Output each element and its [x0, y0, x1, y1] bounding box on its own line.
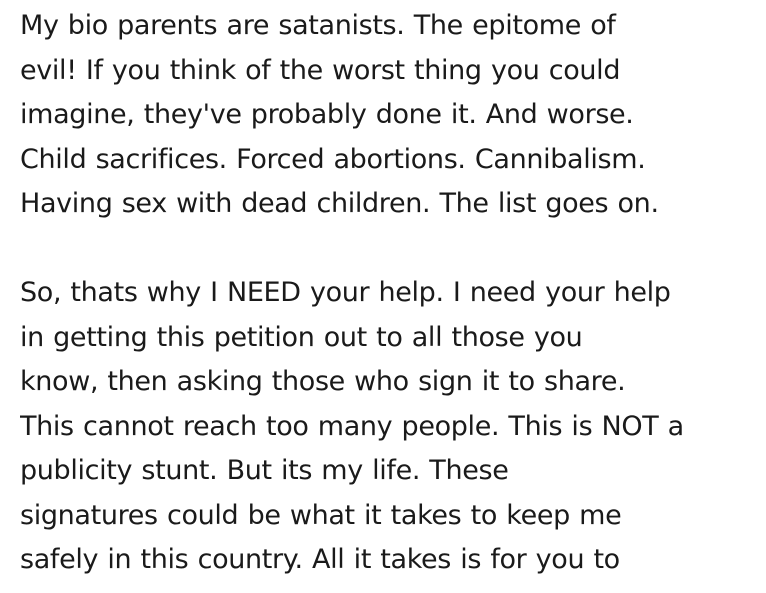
text-line: evil! If you think of the worst thing you could	[20, 54, 621, 86]
text-line: My bio parents are satanists. The epitome of	[20, 10, 616, 41]
paragraph-1	[20, 4, 760, 227]
text-line: Having sex with dead children. The list goes on.	[20, 188, 659, 219]
text-line: safely in this country. All it takes is for you to	[20, 544, 620, 575]
paragraph-break	[20, 227, 760, 272]
text-line: signatures could be what it takes to keep me	[20, 499, 622, 531]
paragraph-2	[20, 271, 760, 583]
text-line: imagine, they've probably done it. And worse.	[20, 99, 634, 130]
text-line: Child sacrifices. Forced abortions. Cannibalism.	[20, 143, 646, 175]
text-line: publicity stunt. But its my life. These	[20, 455, 509, 486]
text-line: So, thats why I NEED your help. I need your help	[20, 277, 671, 308]
text-line: in getting this petition out to all those you	[20, 321, 583, 353]
text-line: know, then asking those who sign it to share.	[20, 366, 626, 397]
post-text-body	[20, 4, 760, 593]
text-line: This cannot reach too many people. This is NOT a	[20, 410, 684, 442]
